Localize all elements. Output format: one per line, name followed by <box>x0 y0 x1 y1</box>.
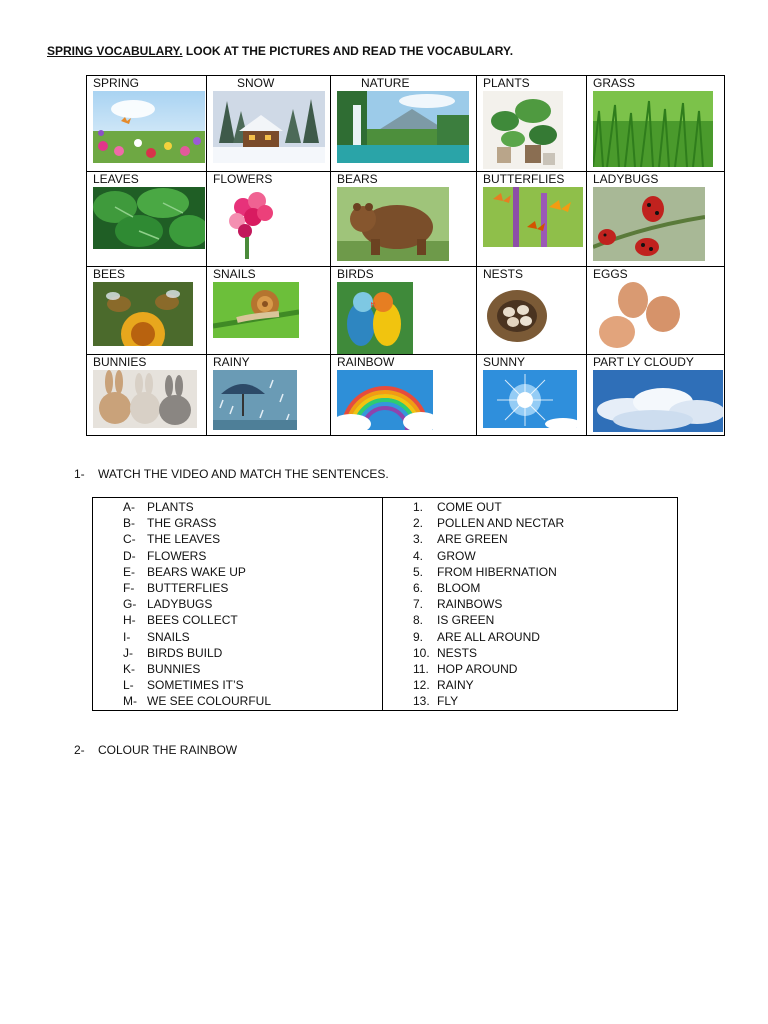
list-item: 3. ARE GREEN <box>413 532 508 547</box>
list-item: D- FLOWERS <box>123 548 207 563</box>
list-item: A- PLANTS <box>123 500 194 514</box>
vocab-label: EGGS <box>593 267 628 281</box>
vocab-label: BEARS <box>337 172 378 186</box>
list-item: C- THE LEAVES <box>123 532 221 547</box>
vocab-cell <box>477 267 587 355</box>
list-item: 12. RAINY <box>413 678 474 693</box>
exercise-instruction: COLOUR THE RAINBOW <box>98 743 238 757</box>
vocab-cell <box>207 76 331 172</box>
cloudy-sky-image <box>593 370 724 432</box>
vocab-cell <box>587 76 725 172</box>
exercise-instruction: WATCH THE VIDEO AND MATCH THE SENTENCES. <box>98 467 389 481</box>
matching-table <box>92 497 678 711</box>
waterfall-landscape-image <box>337 91 476 163</box>
snail-image <box>213 282 330 338</box>
list-item: 8. IS GREEN <box>413 613 495 628</box>
lovebirds-image <box>337 282 476 354</box>
vocab-label: NESTS <box>483 267 524 281</box>
vocab-row <box>87 172 725 267</box>
list-item: F- BUTTERFLIES <box>123 580 229 595</box>
list-item: J- BIRDS BUILD <box>123 645 223 660</box>
snowy-cabin-image <box>213 91 330 163</box>
vocab-cell <box>207 355 331 436</box>
vocab-cell <box>87 355 207 436</box>
vocab-cell <box>587 267 725 355</box>
vocab-cell <box>331 267 477 355</box>
list-item: 11. HOP AROUND <box>413 661 518 676</box>
list-item: B- THE GRASS <box>123 516 217 531</box>
vocab-label: RAINY <box>213 355 250 369</box>
list-item: E- BEARS WAKE UP <box>123 564 246 579</box>
vocab-label: FLOWERS <box>213 172 273 186</box>
bees-on-flower-image <box>93 282 206 346</box>
ladybugs-image <box>593 187 724 261</box>
list-item: 2. POLLEN AND NECTAR <box>413 516 565 531</box>
vocab-row <box>87 267 725 355</box>
butterflies-image <box>483 187 586 247</box>
vocab-cell <box>331 76 477 172</box>
brown-eggs-image <box>593 282 724 352</box>
brown-bear-image <box>337 187 476 261</box>
vocab-label: PART LY CLOUDY <box>593 355 694 369</box>
matching-left-column <box>93 498 383 710</box>
vocab-cell <box>87 172 207 267</box>
vocab-cell <box>331 355 477 436</box>
green-leaves-image <box>93 187 206 249</box>
list-item: M- WE SEE COLOURFUL <box>123 694 272 709</box>
vocabulary-table <box>86 75 725 436</box>
bunnies-image <box>93 370 206 428</box>
vocab-row <box>87 76 725 172</box>
vocab-label: SNOW <box>237 76 275 90</box>
vocab-label: BUNNIES <box>93 355 147 369</box>
vocab-label: NATURE <box>361 76 410 90</box>
list-item: 10. NESTS <box>413 645 478 660</box>
vocab-cell <box>477 76 587 172</box>
vocab-label: PLANTS <box>483 76 530 90</box>
list-item: 13. FLY <box>413 694 459 709</box>
vocab-row <box>87 355 725 436</box>
vocab-label: GRASS <box>593 76 636 90</box>
vocab-label: SUNNY <box>483 355 526 369</box>
list-item: 6. BLOOM <box>413 580 481 595</box>
list-item: H- BEES COLLECT <box>123 613 238 628</box>
vocab-label: RAINBOW <box>337 355 395 369</box>
list-item: 5. FROM HIBERNATION <box>413 564 557 579</box>
vocab-cell <box>207 172 331 267</box>
list-item: 4. GROW <box>413 548 476 563</box>
exercise-2-heading <box>74 743 237 757</box>
sun-sky-image <box>483 370 586 428</box>
exercise-number: 1- <box>74 467 85 481</box>
potted-plants-image <box>483 91 586 169</box>
list-item: I- SNAILS <box>123 629 190 644</box>
list-item: 9. ARE ALL AROUND <box>413 629 540 644</box>
list-item: 1. COME OUT <box>413 500 502 514</box>
list-item: G- LADYBUGS <box>123 597 213 612</box>
title-underlined: SPRING VOCABULARY. <box>47 44 183 58</box>
vocab-cell <box>331 172 477 267</box>
vocab-cell <box>477 172 587 267</box>
page-title <box>47 44 513 58</box>
vocab-label: SNAILS <box>213 267 256 281</box>
vocab-cell <box>87 267 207 355</box>
vocab-label: LEAVES <box>93 172 139 186</box>
spring-meadow-image <box>93 91 206 163</box>
title-rest: LOOK AT THE PICTURES AND READ THE VOCABULARY. <box>185 44 514 58</box>
list-item: L- SOMETIMES IT’S <box>123 678 244 693</box>
vocab-cell <box>477 355 587 436</box>
vocab-label: SPRING <box>93 76 140 90</box>
rainbow-image <box>337 370 476 430</box>
vocab-label: BIRDS <box>337 267 374 281</box>
exercise-1-heading <box>74 467 389 481</box>
vocab-cell <box>587 172 725 267</box>
vocab-cell <box>87 76 207 172</box>
matching-right-column <box>383 498 677 710</box>
vocab-label: BEES <box>93 267 126 281</box>
vocab-cell <box>207 267 331 355</box>
exercise-number: 2- <box>74 743 85 757</box>
vocab-label: BUTTERFLIES <box>483 172 565 186</box>
flower-bouquet-image <box>213 187 330 261</box>
list-item: 7. RAINBOWS <box>413 597 503 612</box>
nest-with-eggs-image <box>483 282 586 348</box>
grass-image <box>593 91 724 167</box>
rain-umbrella-image <box>213 370 330 430</box>
list-item: K- BUNNIES <box>123 661 201 676</box>
vocab-label: LADYBUGS <box>593 172 659 186</box>
vocab-cell <box>587 355 725 436</box>
